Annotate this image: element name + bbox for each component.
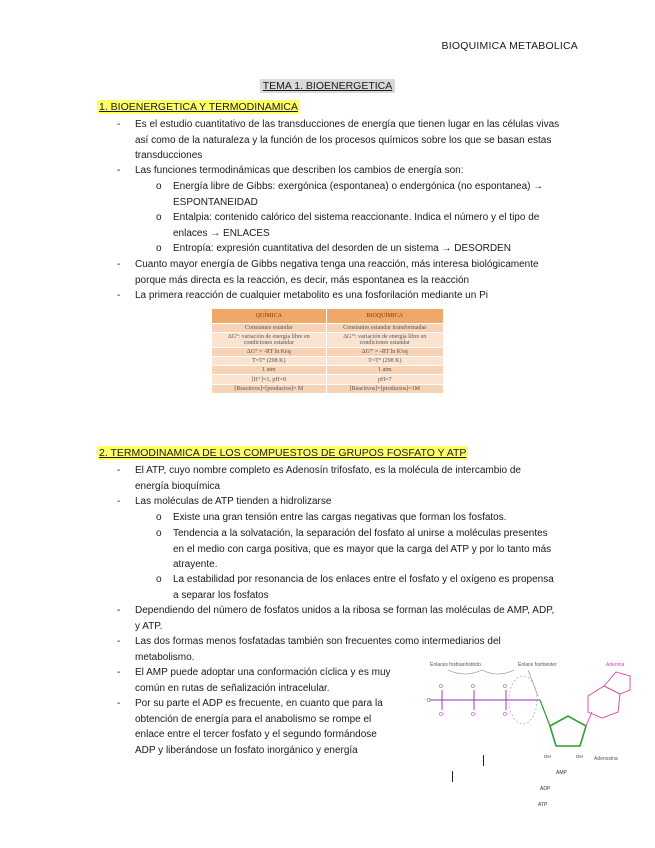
table-row: ΔG°: variación de energía libre en condiciones estandar ΔG°': variación de energía libre en condiciones estandar: [212, 333, 444, 348]
section-heading-1: 1. BIOENERGETICA Y TERMODINAMICA: [99, 101, 298, 113]
phosphoanhydride-label: Enlaces fosfoanhídrido: [430, 662, 481, 668]
document-title: TEMA 1. BIOENERGETICA: [0, 80, 655, 92]
svg-text:OH: OH: [544, 754, 551, 759]
table-row: [H⁺]=1, pH=0 pH=7: [212, 375, 444, 385]
atp-structure-figure: [420, 656, 640, 816]
table-row: ΔG° = -RT ln Keq ΔG°' = -RT ln K'eq: [212, 348, 444, 357]
document-page: BIOQUIMICA METABOLICA TEMA 1. BIOENERGETICA 1. BIOENERGETICA Y TERMODINAMICA - Es el estudio cuantitativo de las transducciones de energía que tienen lugar en las células vivas así como de la naturaleza y la función de los procesos químicos sobre los que se basan estas transducciones - Las funciones termodinámicas que describen los cambios de energía son: o Energía libre de Gibbs: exergónica (espontanea) o endergónica (no espontanea) → ESPONTANEIDAD o Entalpia: contenido calórico del sistema reaccionante. Indica el número y el tipo de enlaces → ENLACES o Entropía: expresión cuantitativa del desorden de un sistema → DESORDEN - Cuanto mayor energía de Gibbs negativa tenga una reacción, más interesa biológicamente porque más directa es la reacción, es decir, más espontanea es la reacción - La primera reacción de cualquier metabolito es una fosforilación mediante un Pi QUÍMICA BIOQUÍMICA Constantes estandar Constantes estandar transformadas ΔG°: variación de energía libre en condiciones estandar ΔG°': variación de energía libre en condiciones estandar ΔG° = -RT ln Keq ΔG°' = -RT ln K'eq T=T° (298 K) T=T° (298 K) 1 atm 1 atm [H⁺]=1, pH=0 pH=7 [Reactivos]=[productos]= M [Reactivos]=[productos]=1M 2. TERMODINAMICA DE LOS COMPUESTOS DE GRUPOS FOSFATO Y ATP - El ATP, cuyo nombre completo es Adenosín trifosfato, es la molécula de intercambio de energía bioquímica - Las moléculas de ATP tienden a hidrolizarse o Existe una gran tensión entre las cargas negativas que forman los fosfatos. o Tendencia a la solvatación, la separación del fosfato al unirse a moléculas presentes en el medio con carga positiva, que es mayor que la carga del ATP y por lo tanto más atrayente. o La estabilidad por resonancia de los enlaces entre el fosfato y el oxígeno es propensa a separar los fosfatos - Dependiendo del número de fosfatos unidos a la ribosa se forman las moléculas de AMP, ADP, y ATP. - Las dos formas menos fosfatadas también son frecuentes como intermediarios del metabolismo. - El AMP puede adoptar una conformación cíclica y es muy común en rutas de señalización intracelular. - Por su parte el ADP es frecuente, en cuanto que para la obtención de energía para el anabolismo se rompe el enlace entre el tercer fosfato y el segundo formándose ADP y liberándose un fosfato inorgánico y energía Enlaces fosfoanhídrido Enlace fosfoéster O O O O⁻ O⁻ O⁻ ⁻O OH OH Adenina Adenosina AMP ADP ATP: [0, 0, 655, 848]
thermo-constants-table: [211, 308, 444, 394]
table-header: BIOQUÍMICA: [326, 309, 443, 324]
adenine-label: Adenina: [606, 662, 625, 668]
table-row: T=T° (298 K) T=T° (298 K): [212, 357, 444, 366]
table-header: QUÍMICA: [212, 309, 327, 324]
svg-text:O⁻: O⁻: [503, 712, 510, 718]
table-row: 1 atm 1 atm: [212, 366, 444, 375]
svg-text:O⁻: O⁻: [471, 712, 478, 718]
ribose-ring: [550, 716, 586, 746]
adenine-ring: [586, 672, 630, 726]
svg-text:⁻O: ⁻O: [424, 698, 431, 704]
svg-text:O: O: [503, 684, 507, 690]
atp-label: ATP: [538, 802, 548, 808]
table-row: [Reactivos]=[productos]= M [Reactivos]=[productos]=1M: [212, 385, 444, 394]
svg-text:O: O: [471, 684, 475, 690]
table-row: Constantes estandar Constantes estandar transformadas: [212, 324, 444, 333]
phosphate-chain: [430, 690, 540, 710]
adp-label: ADP: [540, 786, 551, 792]
phosphoester-label: Enlace fosfoéster: [518, 662, 557, 668]
svg-text:O: O: [439, 684, 443, 690]
section-heading-2: 2. TERMODINAMICA DE LOS COMPUESTOS DE GRUPOS FOSFATO Y ATP: [99, 447, 467, 459]
adenosine-label: Adenosina: [594, 756, 618, 762]
amp-label: AMP: [556, 770, 567, 776]
text-cursor-mark: [452, 771, 453, 782]
svg-text:O⁻: O⁻: [439, 712, 446, 718]
text-cursor-mark: [483, 755, 484, 766]
running-header: BIOQUIMICA METABOLICA: [441, 40, 578, 52]
svg-text:OH: OH: [576, 754, 583, 759]
